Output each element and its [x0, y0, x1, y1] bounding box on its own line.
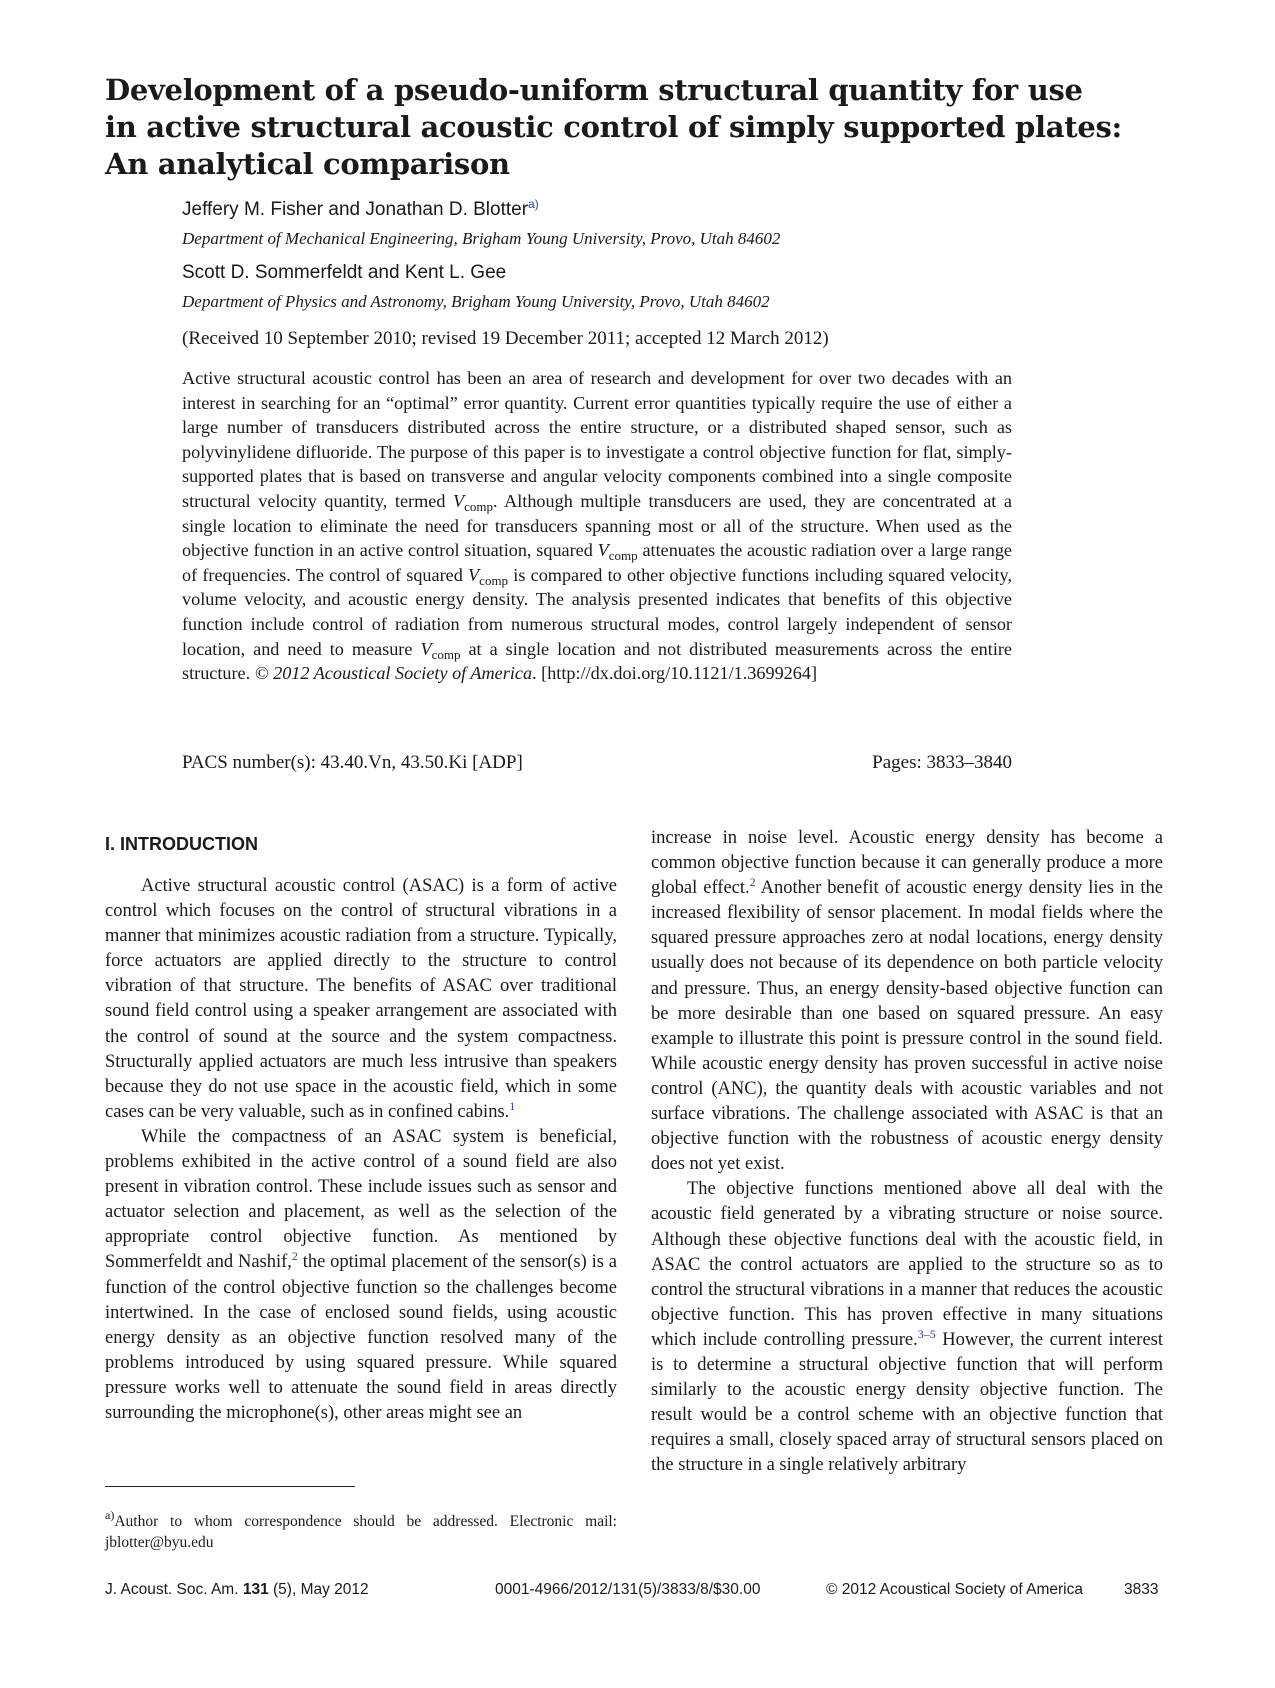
footer-issue: (5), May 2012: [268, 1581, 369, 1598]
footer-code: 0001-4966/2012/131(5)/3833/8/$30.00: [495, 1581, 761, 1598]
footer-journal: [105, 1581, 369, 1599]
section-heading: I. INTRODUCTION: [105, 834, 258, 854]
vcomp-symbol: V: [597, 540, 609, 561]
intro-paragraph-2: [105, 1125, 617, 1426]
abstract-text-5: at a single location and not distributed measurements across the entire structure.: [182, 638, 1012, 684]
vcomp-symbol: V: [420, 638, 432, 659]
abstract-text-1: Active structural acoustic control has been an area of research and development for over two decades with an interest in searching for an “optimal” error quantity. Current error quantities typically require the use of either a large number of transducers distributed across the entire structure, or a distributed shaped sensor, such as polyvinylidene difluoride. The purpose of this paper is to investigate a control objective function for flat, simply-supported plates that is based on transverse and angular velocity components combined into a single composite structural velocity quantity, termed: [182, 368, 1012, 511]
right-column: [651, 826, 1163, 1478]
intro-paragraph-3-text-a: increase in noise level. Acoustic energy density has become a common objective function because it can generally produce a more global effect.: [651, 828, 1163, 899]
abstract-copyright: © 2012 Acoustical Society of America: [254, 663, 533, 684]
received-dates: (Received 10 September 2010; revised 19 December 2011; accepted 12 March 2012): [182, 328, 829, 349]
footnote-text: Author to whom correspondence should be addressed. Electronic mail: jblotter@byu.edu: [105, 1513, 617, 1551]
vcomp-symbol: V: [452, 490, 465, 511]
footnote: [105, 1508, 617, 1553]
intro-paragraph-3-text-b: Another benefit of acoustic energy density lies in the increased flexibility of sensor placement. In modal fields where the squared pressure approaches zero at nodal locations, energy density usually does not because of its dependence on both particle velocity and pressure. Thus, an energy density-based objective function can be more desirable than one based on squared pressure. An easy example to illustrate this point is pressure control in the sound field. While acoustic energy density has proven successful in active noise control (ANC), the quantity deals with acoustic variables and not surface vibrations. The challenge associated with ASAC is that an objective function with the robustness of acoustic energy density does not yet exist.: [651, 878, 1163, 1175]
intro-paragraph-1: [105, 874, 617, 1125]
paper-title: [105, 72, 1185, 183]
vcomp-subscript: comp: [608, 548, 638, 564]
footer-journal-name: J. Acoust. Soc. Am.: [105, 1581, 243, 1598]
abstract-doi-link[interactable]: . [http://dx.doi.org/10.1121/1.3699264]: [532, 663, 817, 684]
footer-page-number: 3833: [1124, 1581, 1159, 1598]
affiliation-1: Department of Mechanical Engineering, Brigham Young University, Provo, Utah 84602: [182, 229, 781, 248]
abstract-text-3: attenuates the acoustic radiation over a large range of frequencies. The control of squared: [182, 540, 1012, 585]
title-line-1: Development of a pseudo-uniform structural quantity for use: [105, 73, 1083, 107]
citation-link[interactable]: 2: [291, 1249, 298, 1264]
vcomp-subscript: comp: [431, 646, 461, 662]
intro-paragraph-3: [651, 826, 1163, 1177]
abstract-text-2: . Although multiple transducers are used, they are concentrated at a single location to eliminate the need for transducers spanning most or all of the structure. When used as the objective function in an active control situation, squared: [182, 490, 1012, 561]
intro-paragraph-2-text-a: While the compactness of an ASAC system is beneficial, problems exhibited in the active control of a sound field are also present in vibration control. These include issues such as sensor and actuator selection and placement, as well as the selection of the appropriate control objective function. As mentioned by Sommerfeldt and Nashif,: [105, 1126, 617, 1273]
author-footnote-link[interactable]: a): [528, 197, 539, 211]
footer-volume: 131: [242, 1581, 269, 1598]
footer-copyright: © 2012 Acoustical Society of America: [826, 1581, 1083, 1598]
intro-paragraph-4: [651, 1177, 1163, 1478]
intro-paragraph-1-text: Active structural acoustic control (ASAC) is a form of active control which focuses on the control of structural vibrations in a manner that minimizes acoustic radiation from a structure. Typically, force actuators are applied directly to the structure to control vibration of that structure. The benefits of ASAC over traditional sound field control using a speaker arrangement are associated with the control of sound at the source and the system compactness. Structurally applied actuators are much less intrusive than speakers because they do not use space in the acoustic field, which in some cases can be very valuable, such as in confined cabins.: [105, 876, 617, 1122]
intro-paragraph-4-text-a: The objective functions mentioned above all deal with the acoustic field generated by a vibrating structure or noise source. Although these objective functions deal with the acoustic field, in ASAC the control actuators are applied to the structure so as to control the structural vibrations in a manner that reduces the acoustic objective function. This has proven effective in many situations which include controlling pressure.: [651, 1179, 1163, 1350]
title-line-3: An analytical comparison: [105, 147, 510, 181]
footnote-divider: [105, 1486, 355, 1487]
title-line-2: in active structural acoustic control of simply supported plates:: [105, 110, 1122, 144]
abstract: [182, 366, 1012, 686]
affiliation-2: Department of Physics and Astronomy, Brigham Young University, Provo, Utah 84602: [182, 292, 770, 311]
vcomp-symbol: V: [468, 564, 480, 585]
intro-paragraph-4-text-b: However, the current interest is to determine a structural objective function that will perform similarly to the acoustic energy density objective function. The result would be a control scheme with an objective function that requires a small, closely spaced array of structural sensors placed on the structure in a single relatively arbitrary: [651, 1329, 1164, 1476]
authors-line-1: [182, 199, 539, 221]
authors-1: Jeffery M. Fisher and Jonathan D. Blotter: [182, 199, 529, 220]
citation-link[interactable]: 1: [509, 1098, 516, 1113]
footnote-mark: a): [105, 1508, 115, 1522]
authors-line-2: Scott D. Sommerfeldt and Kent L. Gee: [182, 262, 507, 283]
abstract-text-4: is compared to other objective functions including squared velocity, volume velocity, and acoustic energy density. The analysis presented indicates that benefits of this objective function include control of radiation from numerous structural modes, control largely independent of sensor location, and need to measure: [182, 564, 1012, 659]
vcomp-subscript: comp: [464, 498, 493, 514]
page-range: Pages: 3833–3840: [872, 752, 1012, 773]
citation-link[interactable]: 2: [749, 875, 756, 890]
pacs-numbers: PACS number(s): 43.40.Vn, 43.50.Ki [ADP]: [182, 752, 523, 773]
left-column: [105, 874, 617, 1426]
vcomp-subscript: comp: [479, 572, 509, 588]
intro-paragraph-2-text-b: the optimal placement of the sensor(s) is a function of the control objective function so the challenges become intertwined. In the case of enclosed sound fields, using acoustic energy density as an objective function resolved many of the problems introduced by using squared pressure. While squared pressure works well to attenuate the sound field in areas directly surrounding the microphone(s), other areas might see an: [105, 1252, 617, 1423]
citation-link[interactable]: 3–5: [917, 1326, 936, 1341]
